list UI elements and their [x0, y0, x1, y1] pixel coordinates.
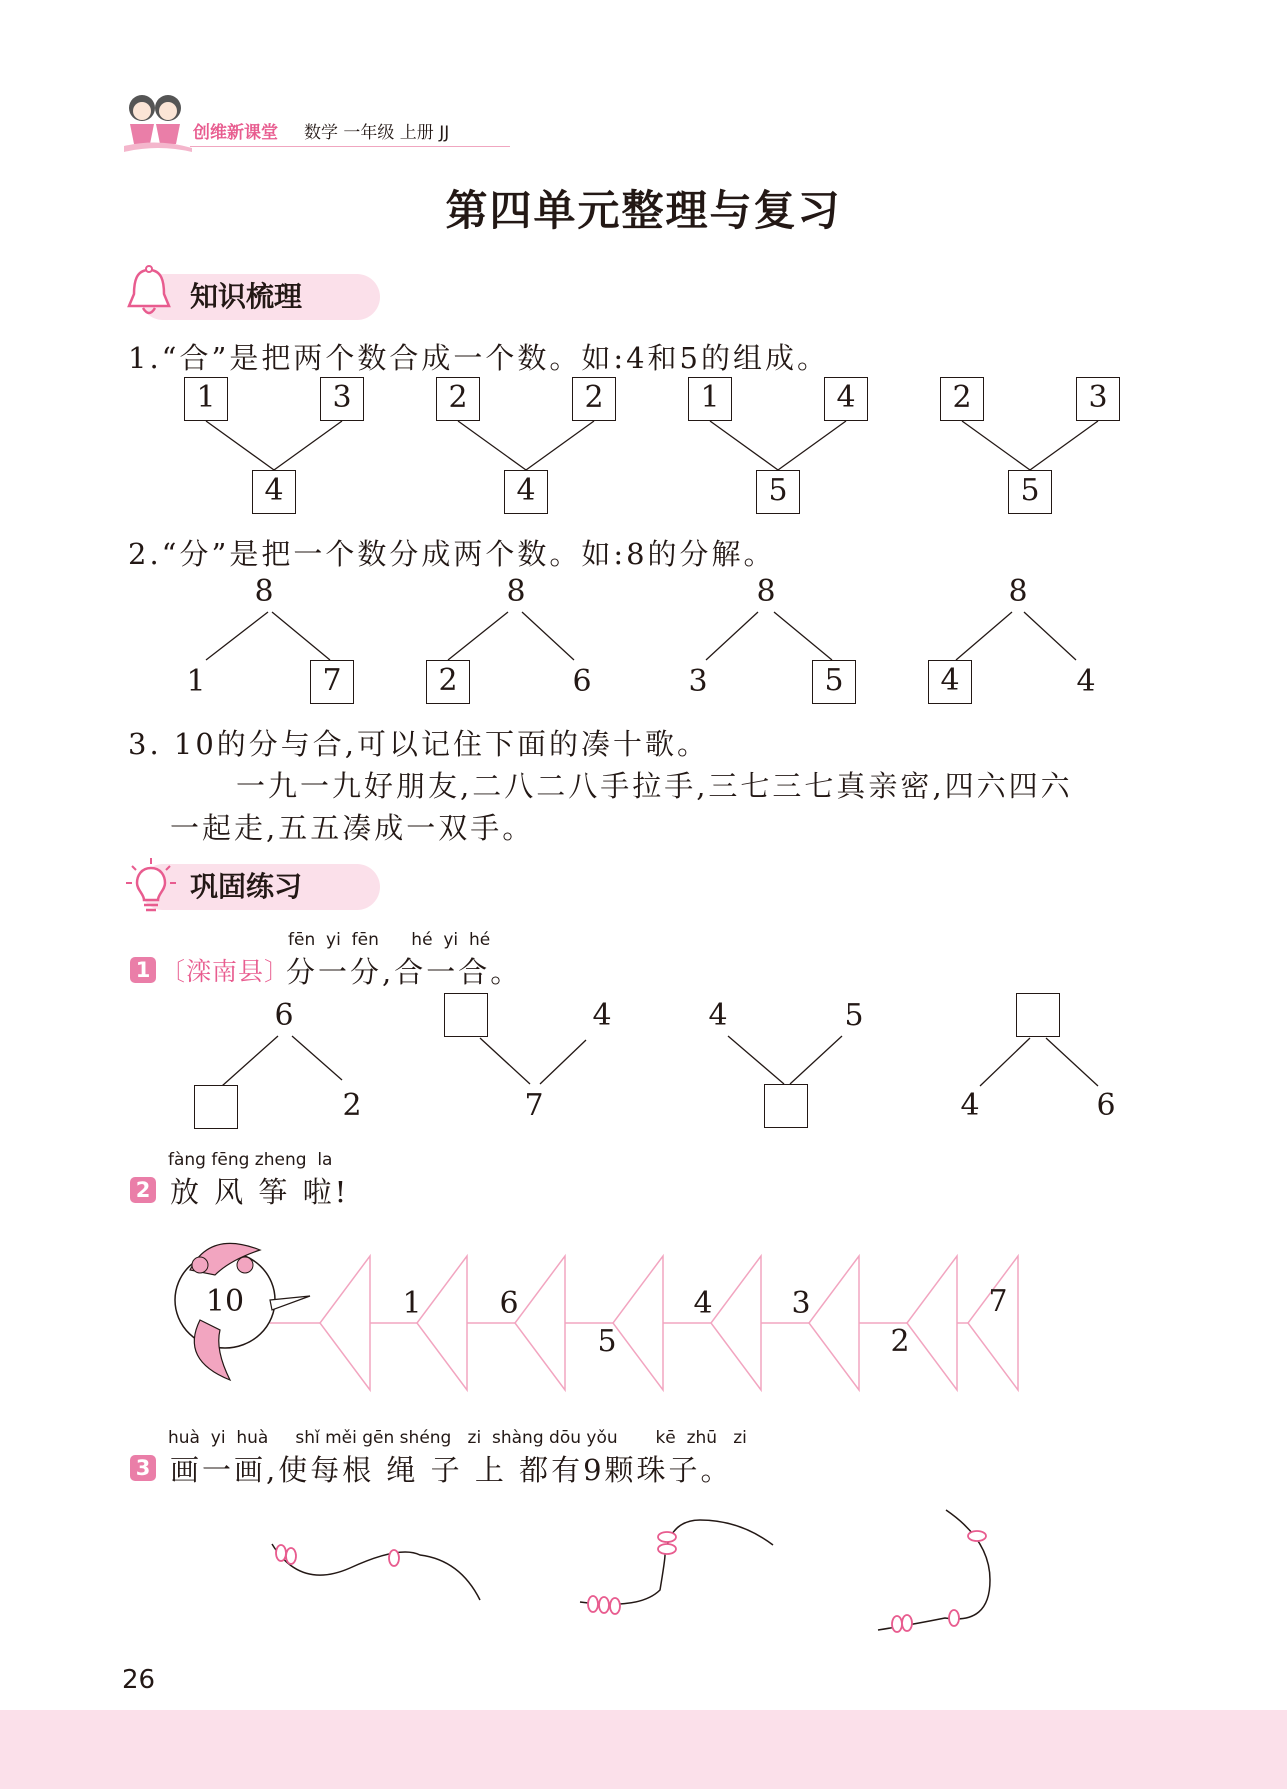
- header-subject: 数学 一年级 上册 JJ: [304, 123, 450, 143]
- split-3-top: 8: [756, 574, 776, 609]
- split-1-a: 1: [186, 664, 206, 699]
- split-3-b: 5: [812, 660, 856, 704]
- header-brand: 创维新课堂: [193, 123, 278, 143]
- footer-band: [0, 1710, 1287, 1789]
- compose-2-total: 4: [504, 470, 548, 514]
- compose-4-b: 3: [1076, 377, 1120, 421]
- q1-source: 〔滦南县〕: [160, 957, 291, 986]
- q2-badge: 2: [130, 1177, 156, 1203]
- compose-1-a: 1: [184, 377, 228, 421]
- split-2-b: 6: [572, 664, 592, 699]
- compose-1-total: 4: [252, 470, 296, 514]
- split-2-top: 8: [506, 574, 526, 609]
- split-3-a: 3: [688, 664, 708, 699]
- page-title: 第四单元整理与复习: [445, 186, 842, 235]
- split-1-top: 8: [254, 574, 274, 609]
- split-1-b: 7: [310, 660, 354, 704]
- compose-4-total: 5: [1008, 470, 1052, 514]
- q2-text: 放 风 筝 啦!: [170, 1175, 350, 1209]
- q1-t4-left: 4: [960, 1088, 980, 1123]
- kite-tail-3: 5: [597, 1324, 617, 1359]
- split-4-b: 4: [1076, 664, 1096, 699]
- kite-tail-2: 6: [499, 1286, 519, 1321]
- q1-t4-right: 6: [1096, 1088, 1116, 1123]
- compose-1-b: 3: [320, 377, 364, 421]
- q1-t1-right: 2: [342, 1088, 362, 1123]
- compose-3-a: 1: [688, 377, 732, 421]
- q1-t2-right: 4: [592, 998, 612, 1033]
- kite-tail-1: 1: [402, 1286, 422, 1321]
- kite-tail-4: 4: [693, 1286, 713, 1321]
- knowledge-item-3: 3. 10的分与合,可以记住下面的凑十歌。: [128, 727, 710, 761]
- q1-t1-top: 6: [274, 998, 294, 1033]
- q1-t3-left: 4: [708, 998, 728, 1033]
- section-practice-label: 巩固练习: [190, 870, 303, 903]
- compose-2-a: 2: [436, 377, 480, 421]
- q1-text: 分一分,合一合。: [286, 955, 523, 989]
- q1-t2-bottom: 7: [524, 1088, 544, 1123]
- song-line-1: 一九一九好朋友,二八二八手拉手,三七三七真亲密,四六四六: [236, 769, 1073, 803]
- section-knowledge-label: 知识梳理: [190, 280, 303, 313]
- kite-head-number: 10: [205, 1284, 245, 1319]
- song-line-2: 一起走,五五凑成一双手。: [170, 811, 535, 845]
- q2-pinyin: fàng fēng zheng la: [168, 1150, 333, 1170]
- split-4-a: 4: [928, 660, 972, 704]
- knowledge-item-1: 1.“合”是把两个数合成一个数。如:4和5的组成。: [128, 341, 829, 375]
- q1-t3-right: 5: [844, 998, 864, 1033]
- compose-2-b: 2: [572, 377, 616, 421]
- split-4-top: 8: [1008, 574, 1028, 609]
- q3-badge: 3: [130, 1455, 156, 1481]
- split-2-a: 2: [426, 660, 470, 704]
- compose-3-b: 4: [824, 377, 868, 421]
- q1-pinyin: fēn yi fēn hé yi hé: [288, 930, 491, 950]
- kite-tail-7: 7: [988, 1284, 1008, 1319]
- knowledge-item-2: 2.“分”是把一个数分成两个数。如:8的分解。: [128, 537, 776, 571]
- page-number: 26: [122, 1665, 156, 1695]
- q1-badge: 1: [130, 957, 156, 983]
- q3-pinyin: huà yi huà shǐ měi gēn shéng zi shàng dōu yǒu kē zhū zi: [168, 1428, 747, 1448]
- kite-tail-5: 3: [791, 1286, 811, 1321]
- compose-4-a: 2: [940, 377, 984, 421]
- q3-text: 画一画,使每根 绳 子 上 都有9颗珠子。: [170, 1453, 733, 1487]
- compose-3-total: 5: [756, 470, 800, 514]
- kite-tail-6: 2: [890, 1324, 910, 1359]
